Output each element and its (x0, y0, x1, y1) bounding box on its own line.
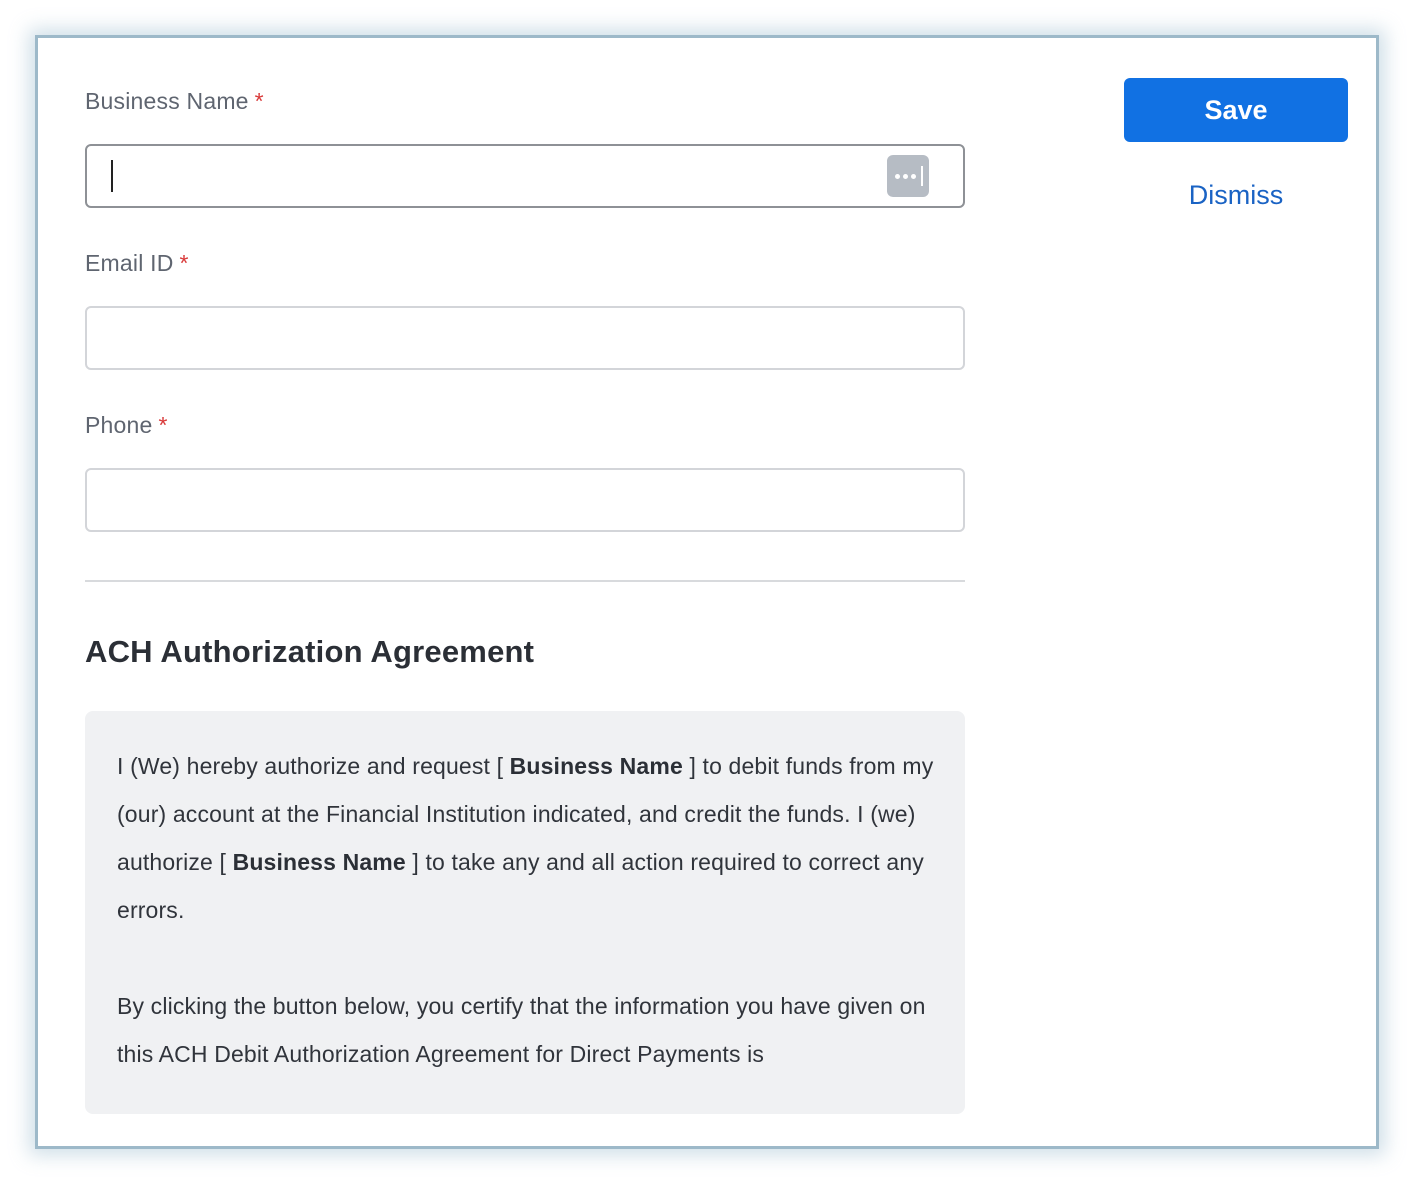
business-name-field[interactable] (85, 144, 965, 208)
business-name-label (85, 88, 264, 115)
agreement-text (117, 742, 947, 1114)
email-label-text: Email ID (85, 250, 174, 276)
section-divider (85, 580, 965, 582)
required-asterisk: * (158, 412, 168, 438)
business-name-placeholder: Business Name (509, 753, 683, 779)
agreement-paragraph-1 (117, 742, 947, 934)
required-asterisk: * (179, 250, 189, 276)
dialog-frame (35, 35, 1379, 1149)
business-name-label-text: Business Name (85, 88, 249, 114)
phone-input[interactable] (87, 470, 963, 530)
save-button[interactable]: Save (1124, 78, 1348, 142)
text-cursor (111, 160, 113, 192)
email-input[interactable] (87, 308, 963, 368)
email-label (85, 250, 189, 277)
agreement-text-segment: ] to debit funds from my (our) account at the Financial Institution indicated, and credit the funds. I (we) authorize [ (117, 753, 934, 875)
required-asterisk: * (254, 88, 264, 114)
phone-label-text: Phone (85, 412, 153, 438)
agreement-title: ACH Authorization Agreement (85, 634, 535, 669)
phone-label (85, 412, 168, 439)
agreement-panel[interactable] (85, 711, 965, 1114)
phone-field[interactable] (85, 468, 965, 532)
password-dots-icon[interactable] (887, 155, 929, 197)
business-name-placeholder: Business Name (232, 849, 406, 875)
agreement-text-segment: I (We) hereby authorize and request [ (117, 753, 510, 779)
business-name-input[interactable] (87, 146, 963, 206)
dismiss-link[interactable]: Dismiss (1188, 180, 1284, 210)
agreement-text-segment: ] to take any and all action required to correct any errors. (117, 849, 924, 923)
agreement-paragraph-2: By clicking the button below, you certify that the information you have given on this ACH Debit Authorization Agreement for Direct Payments is (117, 993, 926, 1067)
email-field[interactable] (85, 306, 965, 370)
